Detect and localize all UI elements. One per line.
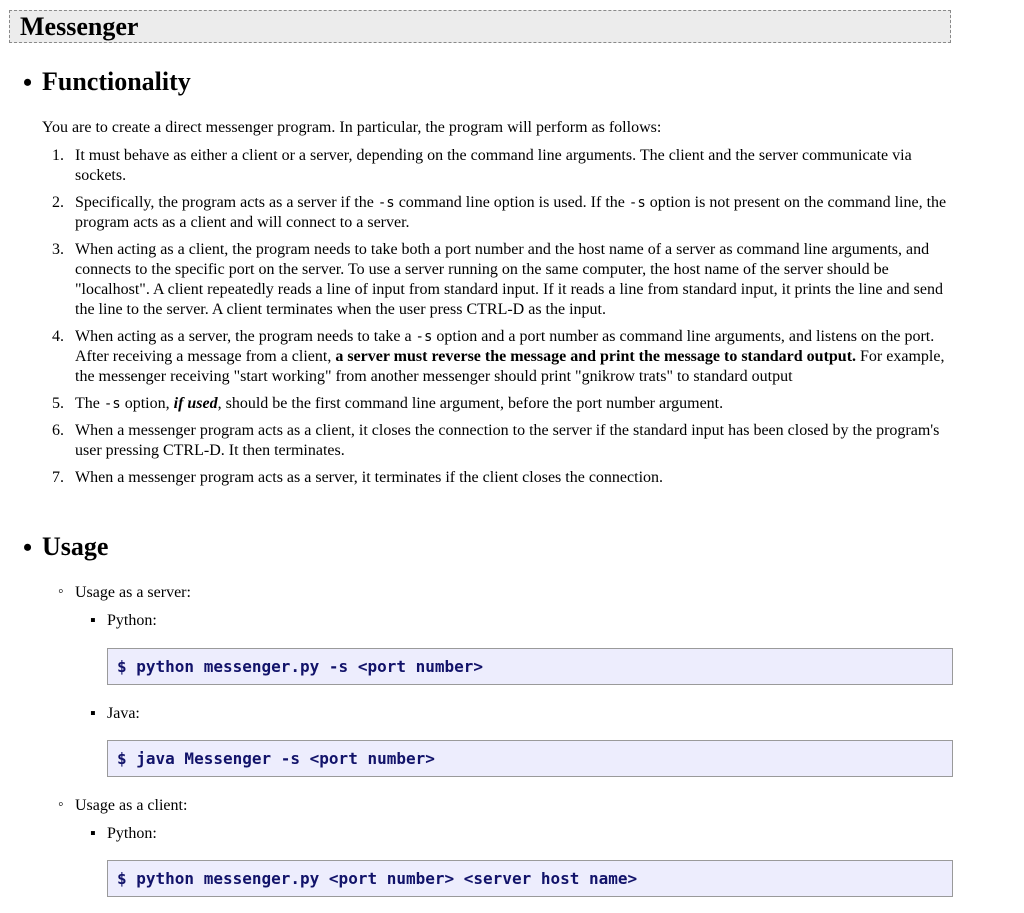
- option-code: -s: [103, 396, 121, 412]
- list-item-text: When a messenger program acts as a server, it terminates if the client closes the connection.: [75, 469, 664, 486]
- list-item-number: 6.: [52, 422, 64, 439]
- usage-client-python-label: Python:: [107, 825, 157, 842]
- list-item: [0, 468, 955, 488]
- client-python-command-box: [107, 860, 953, 897]
- option-code: -s: [377, 195, 395, 211]
- list-item: [0, 193, 955, 233]
- usage-server-java-item: [90, 704, 140, 724]
- server-java-command-box: [107, 740, 953, 777]
- page-header: [9, 10, 951, 43]
- usage-client-label: Usage as a client:: [75, 797, 188, 814]
- list-item: [0, 394, 955, 414]
- option-code: -s: [628, 195, 646, 211]
- list-item-text: option is not present on the command line, the program acts as a client and will connect to a server.: [75, 194, 947, 231]
- square-bullet: ▪: [90, 825, 96, 842]
- list-item: [0, 421, 955, 461]
- usage-server-python-item: [90, 611, 157, 631]
- list-item: [0, 240, 955, 320]
- list-item-text: option and a port number as command line arguments, and listens on the port. After receiving a message from a client,: [75, 328, 935, 365]
- page-title: Messenger: [20, 12, 139, 41]
- list-item-text: For example, the messenger receiving "start working" from another messenger should print "gnikrow trats" to standard output: [75, 348, 945, 385]
- list-item-text: When acting as a server, the program needs to take a: [75, 328, 416, 345]
- section-bullet: •: [23, 68, 33, 97]
- square-bullet: ▪: [90, 612, 96, 629]
- functionality-intro: You are to create a direct messenger program. In particular, the program will perform as follows:: [42, 119, 662, 136]
- usage-client-item: [58, 796, 188, 816]
- usage-server-java-label: Java:: [107, 705, 140, 722]
- circle-bullet: ◦: [58, 583, 64, 600]
- list-item-number: 4.: [52, 328, 64, 345]
- list-item-text: Specifically, the program acts as a server if the: [75, 194, 378, 211]
- list-item-number: 5.: [52, 395, 64, 412]
- list-item-text: The: [75, 395, 104, 412]
- server-python-command-box: [107, 648, 953, 685]
- list-item-text: When a messenger program acts as a client, it closes the connection to the server if the standard input has been closed by the program's user pressing CTRL-D. It then terminates.: [75, 422, 940, 459]
- list-item-text: When acting as a client, the program needs to take both a port number and the host name of a server as command line arguments, and connects to the specific port on the server. To use a server running on the same computer, the host name of the server should be "localhost". A client repeatedly reads a line of input from standard input. If it reads a line from standard input, it prints the line and send the line to the server. A client terminates when the user press CTRL-D as the input.: [75, 241, 943, 318]
- list-item: [0, 327, 955, 387]
- list-item-number: 1.: [52, 147, 64, 164]
- functionality-heading: Functionality: [42, 67, 191, 96]
- list-item: [0, 146, 955, 186]
- requirements-list: [0, 146, 1024, 495]
- usage-server-python-label: Python:: [107, 612, 157, 629]
- server-python-command: $ python messenger.py -s <port number>: [117, 657, 484, 676]
- server-java-command: $ java Messenger -s <port number>: [117, 749, 435, 768]
- list-item-number: 3.: [52, 241, 64, 258]
- circle-bullet: ◦: [58, 796, 64, 813]
- option-code: -s: [415, 329, 433, 345]
- usage-server-item: [58, 583, 191, 603]
- usage-server-label: Usage as a server:: [75, 584, 191, 601]
- list-item-text: It must behave as either a client or a server, depending on the command line arguments. The client and the server communicate via sockets.: [75, 147, 912, 184]
- list-item-number: 2.: [52, 194, 64, 211]
- square-bullet: ▪: [90, 705, 96, 722]
- section-bullet: •: [23, 533, 33, 562]
- emphasis-bold: a server must reverse the message and print the message to standard output.: [335, 348, 857, 365]
- usage-client-python-item: [90, 824, 157, 844]
- client-python-command: $ python messenger.py <port number> <server host name>: [117, 869, 638, 888]
- list-item-text: option,: [120, 395, 174, 412]
- usage-heading: Usage: [42, 532, 109, 561]
- emphasis-bold-italic: if used: [173, 395, 218, 412]
- list-item-text: , should be the first command line argument, before the port number argument.: [217, 395, 724, 412]
- list-item-number: 7.: [52, 469, 64, 486]
- list-item-text: command line option is used. If the: [394, 194, 629, 211]
